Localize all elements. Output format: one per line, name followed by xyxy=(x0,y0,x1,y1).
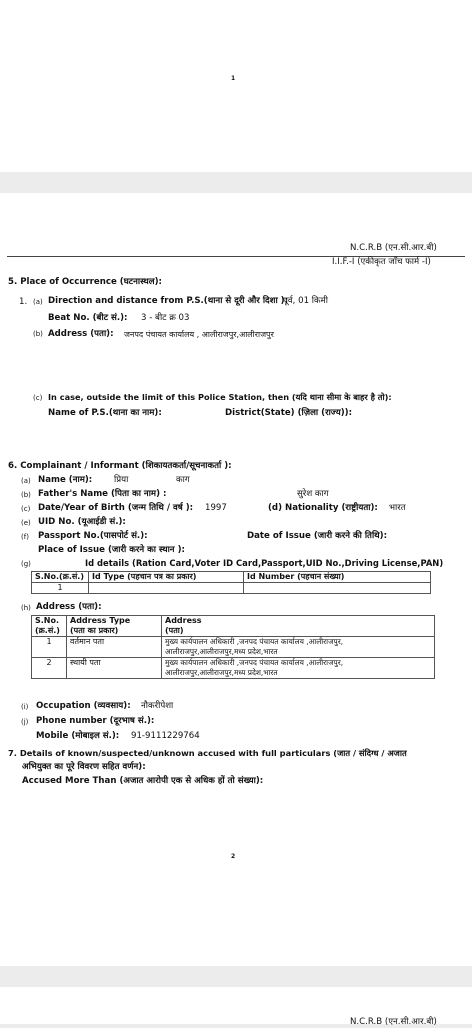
page-3 xyxy=(0,987,472,1027)
mobile-label: Mobile (मोबाइल सं.): xyxy=(36,731,120,741)
addr-type-header xyxy=(67,616,162,637)
address-table xyxy=(31,615,435,679)
id-sno-cell: 1 xyxy=(32,583,89,594)
nationality-value: भारत xyxy=(389,503,406,513)
table-header-row xyxy=(32,572,431,583)
dob-value: 1997 xyxy=(205,503,227,513)
table-row xyxy=(32,658,435,679)
beat-label: Beat No. (बीट सं.): xyxy=(48,313,128,323)
name-label: Name (नाम): xyxy=(38,475,93,485)
addr-sno-header xyxy=(32,616,67,637)
item-label-e: (e) xyxy=(21,519,31,527)
ncrb-header: N.C.R.B (एन.सी.आर.बी) xyxy=(350,1017,437,1027)
accused-more-than-label: Accused More Than (अजात आरोपी एक से अधिक हों तो संख्या): xyxy=(22,776,264,786)
addr-sno-cell: 2 xyxy=(32,658,67,679)
address-label: Address (पता): xyxy=(48,329,114,339)
item-label-h: (h) xyxy=(21,604,31,612)
address-value: जनपद पंचायत कार्यालय , आलीराजपुर,आलीराजपुर xyxy=(124,330,274,339)
nationality-label: (d) Nationality (राष्ट्रीयता): xyxy=(268,503,378,513)
item-label-i: (i) xyxy=(21,703,29,711)
item-label-a: (a) xyxy=(33,298,43,306)
item-label-g: (g) xyxy=(21,560,31,568)
address-line: आलीराजपुर,आलीराजपुर,मध्य प्रदेश,भारत xyxy=(165,647,278,656)
address-line: मुख्य कार्यपालन अधिकारी ,जनपद पंचायत कार्यालय ,आलीराजपुर, xyxy=(165,658,344,667)
page-number: 2 xyxy=(231,853,236,860)
direction-value: पूर्व, 01 किमी xyxy=(283,296,328,306)
section-7-subtitle: अभियुक्त का पूरे विवरण सहित वर्णन): xyxy=(22,762,146,772)
table-row xyxy=(32,637,435,658)
occupation-label: Occupation (व्यवसाय): xyxy=(36,701,131,711)
occupation-value: नौकरीपेशा xyxy=(141,701,174,711)
beat-value: 3 - बीट क्र 03 xyxy=(141,313,190,323)
addr-cell xyxy=(162,637,435,658)
addr-sno-cell: 1 xyxy=(32,637,67,658)
addr-type-cell: वर्तमान पता xyxy=(67,637,162,658)
header-line: (क्र.सं.) xyxy=(35,626,60,635)
header-line: S.No. xyxy=(35,616,60,625)
mobile-value: 91-9111229764 xyxy=(131,731,200,741)
ps-name-label: Name of P.S.(थाना का नाम): xyxy=(48,408,162,418)
addr-cell xyxy=(162,658,435,679)
id-type-cell xyxy=(89,583,244,594)
phone-label: Phone number (दूरभाष सं.): xyxy=(36,716,155,726)
addr-header xyxy=(162,616,435,637)
header-line: (पता का प्रकार) xyxy=(70,626,119,635)
id-type-header: Id Type (पहचान पत्र का प्रकार) xyxy=(89,572,244,583)
name-first: प्रिया xyxy=(114,475,129,485)
item-label-j: (j) xyxy=(21,718,29,726)
issue-date-label: Date of Issue (जारी करने की तिथि): xyxy=(247,531,388,541)
header-line: (पता) xyxy=(165,626,184,635)
ncrb-header: N.C.R.B (एन.सी.आर.बी) xyxy=(350,243,437,253)
issue-place-label: Place of Issue (जारी करने का स्थान ): xyxy=(38,545,185,555)
outside-limit-label: In case, outside the limit of this Police Station, then (यदि थाना सीमा के बाहर है तो): xyxy=(48,392,392,402)
addr-type-cell: स्थायी पता xyxy=(67,658,162,679)
address-line: मुख्य कार्यपालन अधिकारी ,जनपद पंचायत कार्यालय ,आलीराजपुर, xyxy=(165,637,344,646)
id-details-label: Id details (Ration Card,Voter ID Card,Passport,UID No.,Driving License,PAN) xyxy=(85,558,444,568)
section-7-title: 7. Details of known/suspected/unknown accused with full particulars (जात / संदिग्ध / अजात xyxy=(8,748,407,758)
table-row xyxy=(32,583,431,594)
section-5-title: 5. Place of Occurrence (घटनास्थल): xyxy=(8,277,162,287)
address-label: Address (पता): xyxy=(36,602,102,612)
id-details-table xyxy=(31,571,431,594)
section-6-title: 6. Complainant / Informant (शिकायतकर्ता/सूचनाकर्ता ): xyxy=(8,461,232,471)
father-name-value: सुरेश काग xyxy=(297,489,329,499)
page-1 xyxy=(0,0,472,172)
id-number-header: Id Number (पहचान संख्या) xyxy=(244,572,431,583)
header-line: Address xyxy=(165,616,202,625)
item-label-b: (b) xyxy=(33,330,43,338)
id-sno-header: S.No.(क्र.सं.) xyxy=(32,572,89,583)
direction-label: Direction and distance from P.S.(थाना से दूरी और दिशा ): xyxy=(48,296,289,306)
item-label-f: (f) xyxy=(21,533,29,541)
page-2 xyxy=(0,193,472,966)
table-header-row xyxy=(32,616,435,637)
item-number: 1. xyxy=(19,297,28,307)
page-number: 1 xyxy=(231,75,236,82)
uid-label: UID No. (यूआईडी सं.): xyxy=(38,517,126,527)
address-line: आलीराजपुर,आलीराजपुर,मध्य प्रदेश,भारत xyxy=(165,668,278,677)
district-label: District(State) (ज़िला (राज्य)): xyxy=(225,408,353,418)
passport-label: Passport No.(पासपोर्ट सं.): xyxy=(38,531,148,541)
father-name-label: Father's Name (पिता का नाम) : xyxy=(38,489,167,499)
item-label-c: (c) xyxy=(21,505,31,513)
item-label-a: (a) xyxy=(21,477,31,485)
item-label-c: (c) xyxy=(33,394,43,402)
id-number-cell xyxy=(244,583,431,594)
iif-header: I.I.F.-I (एकीकृत जाँच फार्म -I) xyxy=(332,257,431,267)
header-line: Address Type xyxy=(70,616,131,625)
item-label-b: (b) xyxy=(21,491,31,499)
name-last: काग xyxy=(176,475,190,485)
dob-label: Date/Year of Birth (जन्म तिथि / वर्ष ): xyxy=(38,503,194,513)
